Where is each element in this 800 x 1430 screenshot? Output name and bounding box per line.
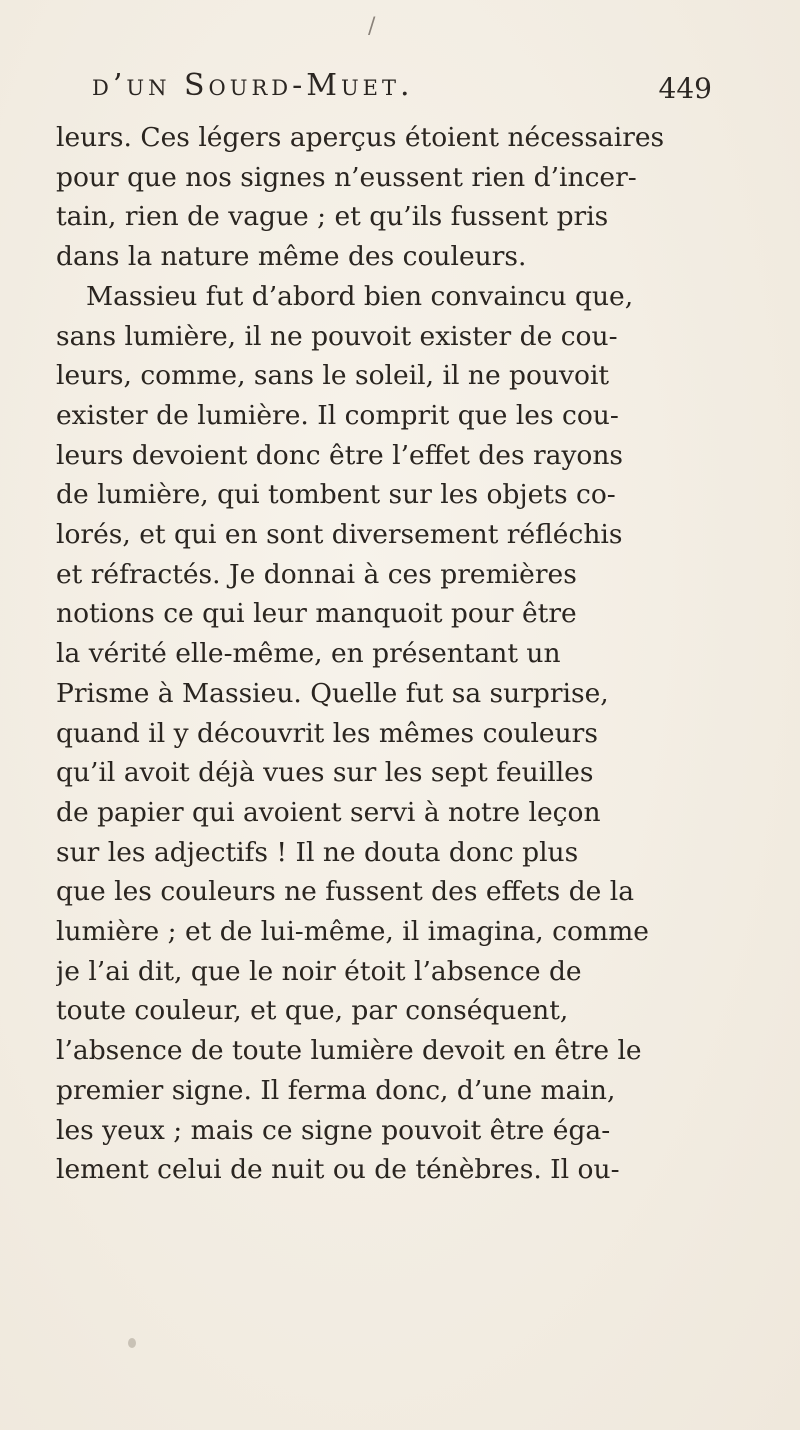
text-line: pour que nos signes n’eussent rien d’incer- — [56, 161, 637, 193]
text-line: je l’ai dit, que le noir étoit l’absence de — [56, 955, 582, 987]
text-line: toute couleur, et que, par conséquent, — [56, 995, 569, 1027]
text-line: quand il y découvrit les mêmes couleurs — [56, 717, 598, 749]
text-line: et réfractés. Je donnai à ces premières — [56, 558, 577, 590]
text-line: de lumière, qui tombent sur les objets co- — [56, 479, 616, 511]
text-line: les yeux ; mais ce signe pouvoit être éga- — [56, 1114, 611, 1146]
body-text — [56, 118, 768, 1190]
text-line: sans lumière, il ne pouvoit exister de cou- — [56, 320, 618, 352]
text-line: lumière ; et de lui-même, il imagina, comme — [56, 916, 649, 948]
text-line: leurs, comme, sans le soleil, il ne pouvoit — [56, 360, 610, 392]
text-line: leurs devoient donc être l’effet des rayons — [56, 439, 624, 471]
text-line: exister de lumière. Il comprit que les cou- — [56, 399, 619, 431]
text-line: notions ce qui leur manquoit pour être — [56, 598, 577, 630]
text-line-paragraph-start: Massieu fut d’abord bien convaincu que, — [86, 280, 634, 312]
running-title: d’un Sourd-Muet. — [92, 68, 414, 103]
text-line: Prisme à Massieu. Quelle fut sa surprise, — [56, 677, 609, 709]
text-line: lement celui de nuit ou de ténèbres. Il ou- — [56, 1154, 620, 1186]
text-line: que les couleurs ne fussent des effets de la — [56, 876, 635, 908]
text-line: la vérité elle-même, en présentant un — [56, 638, 561, 670]
text-line: de papier qui avoient servi à notre leçon — [56, 796, 601, 828]
text-line: qu’il avoit déjà vues sur les sept feuilles — [56, 757, 594, 789]
text-line: premier signe. Il ferma donc, d’une main, — [56, 1074, 616, 1106]
text-line: lorés, et qui en sont diversement réfléchis — [56, 519, 623, 551]
text-line: l’absence de toute lumière devoit en être le — [56, 1035, 642, 1067]
text-line: sur les adjectifs ! Il ne douta donc plus — [56, 836, 579, 868]
stray-mark: / — [368, 14, 376, 39]
page-header — [92, 68, 712, 108]
text-line: tain, rien de vague ; et qu’ils fussent pris — [56, 201, 609, 233]
page-number: 449 — [658, 72, 712, 105]
text-line: dans la nature même des couleurs. — [56, 241, 527, 273]
text-line: leurs. Ces légers aperçus étoient nécessaires — [56, 122, 665, 153]
ink-smudge — [128, 1338, 136, 1348]
